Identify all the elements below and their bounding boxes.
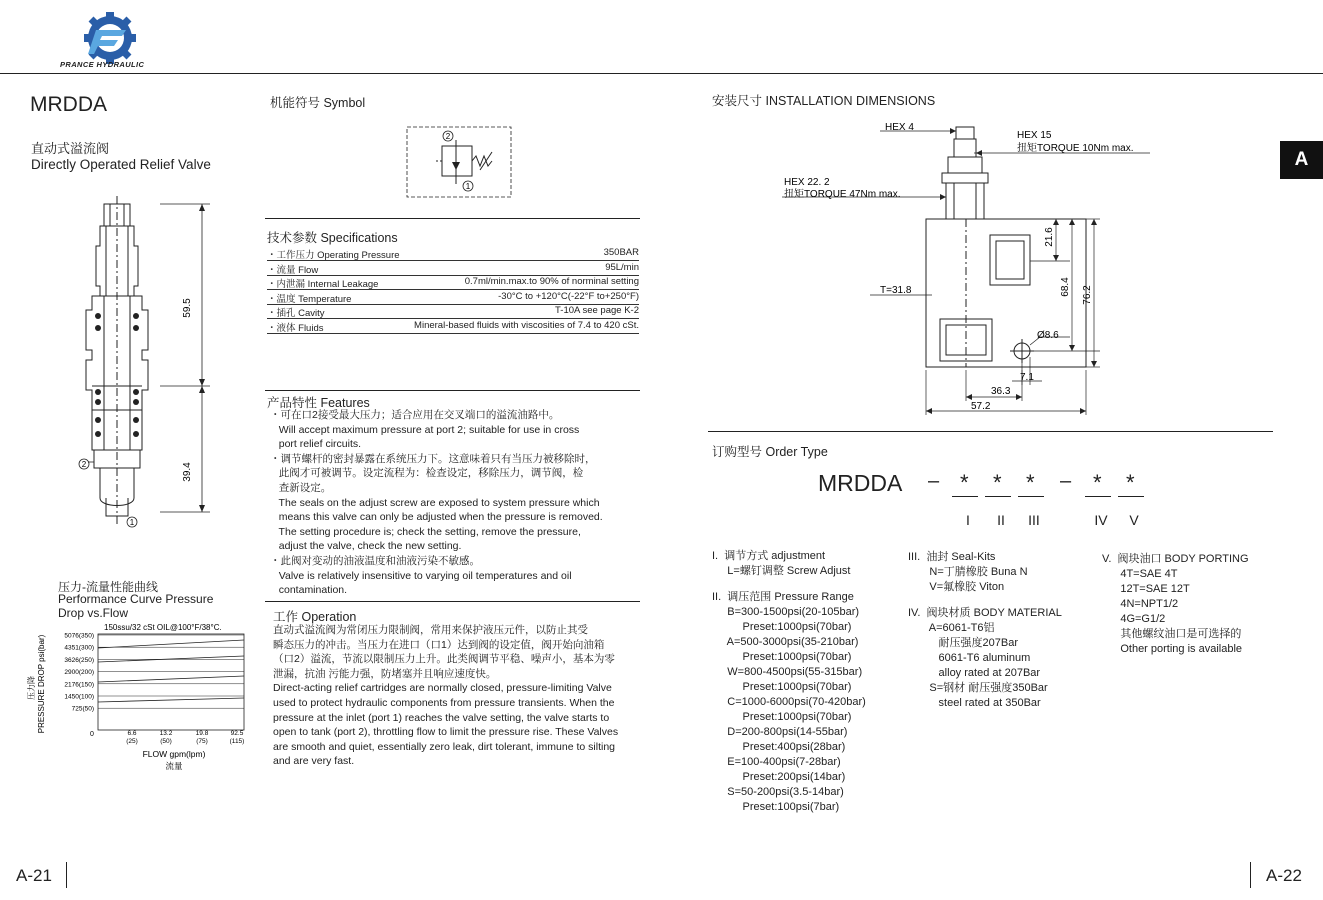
operation-rule [265,601,640,602]
order-option-line: L=螺钉调整 Screw Adjust [712,565,851,577]
hex22-label: HEX 22. 2 [784,177,830,188]
spec-value: 350BAR [603,247,639,258]
x-tick-label: (25) [126,738,138,745]
order-option-line: steel rated at 350Bar [908,697,1041,709]
features-line: ・此阀对变动的油液温度和油液污染不敏感。 [270,554,480,567]
footer-divider-right [1250,862,1251,888]
spec-row [267,290,639,305]
specs-rule [265,218,640,219]
order-slot-star: * [993,470,1002,495]
x-tick-label: (115) [229,738,245,745]
order-option-line: N=丁腈橡胶 Buna N [908,566,1028,578]
operation-line: pressure at the inlet (port 1) reaches the valve setting, the valve starts to [273,711,610,724]
order-option-line: C=1000-6000psi(70-420bar) [712,696,866,708]
spec-label: ・温度 Temperature [267,293,352,305]
operation-line: （口2）溢流，节流以限制压力上升。此类阀调节平稳、噪声小，基本为零 [273,653,615,666]
dim-76-2: 76.2 [1082,285,1093,305]
features-line: The setting procedure is; check the setting, remove the pressure, [270,525,581,538]
page-number-right: A-22 [1266,866,1302,885]
order-option-line: Preset:1000psi(70bar) [712,621,852,633]
spec-value: 95L/min [605,261,639,273]
y-tick-label: 3626(250) [64,656,94,664]
operation-line: are smooth and quiet, essentially zero leak, dirt tolerant, immune to silting [273,740,616,753]
order-col-2 [908,550,1062,711]
cartridge-port1: 1 [129,518,135,527]
torque47-label: 扭矩TORQUE 47Nm max. [784,189,901,200]
order-slot-star: * [1126,470,1135,495]
order-slot-roman: V [1129,512,1139,528]
dim-68-4: 68.4 [1060,277,1071,297]
spec-label: ・工作压力 Operating Pressure [267,250,400,261]
operation-line: and are very fast. [273,755,355,768]
order-model: MRDDA [818,470,903,496]
order-option-line: 其他螺纹油口是可选择的 [1102,628,1242,640]
footer-divider-left [66,862,67,888]
order-option-line [908,595,1062,606]
order-option-line: 4T=SAE 4T [1102,568,1178,580]
dim-8-6: Ø8.6 [1037,330,1059,341]
hydraulic-symbol [406,126,512,198]
order-slot-roman: II [997,512,1005,528]
order-option-line: S=50-200psi(3.5-14bar) [712,786,844,798]
perf-title-cn: 压力-流量性能曲线 [58,580,158,594]
hex4-label: HEX 4 [885,122,914,133]
spec-row [267,304,639,319]
y-axis-label-en: PRESSURE DROP psi(bar) [37,634,46,734]
spec-label: ・流量 Flow [267,264,319,276]
features-line: port relief circuits. [270,438,362,451]
x-tick-label: (75) [196,738,208,745]
order-heading: 订购型号 Order Type [712,445,828,459]
model-title: MRDDA [30,93,107,116]
hex15-label: HEX 15 [1017,130,1052,141]
perf-title-en1: Performance Curve Pressure [58,592,214,606]
curve-line [98,656,244,662]
x-zero-label: 0 [90,731,94,738]
order-option-line: Preset:200psi(14bar) [712,771,846,783]
order-option-line: Preset:1000psi(70bar) [712,681,852,693]
spec-value: Mineral-based fluids with viscosities of 7.4 to 420 cSt. [414,319,639,331]
order-option-line: alloy rated at 207Bar [908,667,1041,679]
operation-line: Direct-acting relief cartridges are normally closed, pressure-limiting Valve [273,682,612,695]
section-tab [1280,141,1323,179]
installation-drawing [760,115,1134,420]
dim-upper: 59.5 [182,298,193,318]
operation-body [273,623,618,769]
operation-line: 瞬态压力的冲击。当压力在进口（口1）达到阀的设定值，阀开始向油箱 [273,638,605,651]
dim-57-2: 57.2 [971,401,991,412]
order-option-line: 4G=G1/2 [1102,613,1166,625]
order-option-line: V. 阀块油口 BODY PORTING [1102,553,1249,565]
spec-row [267,261,639,276]
dim-36-3: 36.3 [991,386,1011,397]
dim-7-1: 7.1 [1020,372,1034,383]
cartridge-port2: 2 [81,460,87,469]
brand-name: PRANCE HYDRAULIC [60,60,145,69]
install-heading: 安装尺寸 INSTALLATION DIMENSIONS [712,94,936,108]
specs-heading: 技术参数 Specifications [267,231,398,245]
order-option-line: Other porting is available [1102,643,1243,655]
torque10-label: 扭矩TORQUE 10Nm max. [1017,143,1134,154]
order-option-line: 4N=NPT1/2 [1102,598,1179,610]
spec-row [267,275,639,290]
order-option-line: E=100-400psi(7-28bar) [712,756,841,768]
perf-title-en2: Drop vs.Flow [58,606,129,620]
dim-21-6: 21.6 [1044,227,1055,247]
features-body [270,408,603,598]
y-tick-label: 2176(150) [64,681,94,689]
order-option-line: IV. 阀块材质 BODY MATERIAL [908,607,1062,619]
x-tick-label: 92.5 [230,730,244,737]
features-line: Will accept maximum pressure at port 2; suitable for use in cross [270,423,580,436]
features-line: 查新设定。 [270,481,332,494]
order-option-line: Preset:400psi(28bar) [712,741,846,753]
dim-lower: 39.4 [182,462,193,482]
order-option-line: W=800-4500psi(55-315bar) [712,666,863,678]
symbol-heading: 机能符号 Symbol [270,96,366,110]
spec-value: T-10A see page K-2 [555,305,639,316]
x-tick-label: 13.2 [159,730,173,737]
order-slot-underline [1085,496,1111,497]
x-axis-label-cn: 流量 [165,761,183,771]
curve-line [98,640,244,648]
chart-note: 150ssu/32 cSt OIL@100°F/38°C. [104,623,222,632]
section-tab-label: A [1294,149,1309,170]
order-option-line: 耐压强度207Bar [908,637,1019,649]
order-option-line: V=氟橡胶 Viton [908,581,1005,593]
order-slot-underline [985,496,1011,497]
symbol-port1: 1 [465,182,471,191]
order-dash: – [928,470,940,492]
spec-row [267,319,639,334]
y-tick-label: 725(50) [71,705,94,713]
y-tick-label: 4351(300) [64,644,94,652]
operation-line: 泄漏，抗油 污能力强，防堵塞并且响应速度快。 [273,667,497,680]
order-option-line: Preset:1000psi(70bar) [712,711,852,723]
operation-line: used to protect hydraulic components from pressure transients. When the [273,696,615,709]
order-col-1 [712,549,866,815]
x-axis-label-en: FLOW gpm(lpm) [142,749,206,759]
t-label: T=31.8 [880,285,912,296]
order-rule [708,431,1273,432]
x-tick-label: 19.8 [195,730,209,737]
order-option-line: B=300-1500psi(20-105bar) [712,606,860,618]
order-slot-roman: III [1028,512,1040,528]
order-option-line: Preset:1000psi(70bar) [712,651,852,663]
order-slot-star: * [1026,470,1035,495]
performance-chart [20,618,260,774]
features-line: ・可在口2接受最大压力；适合应用在交叉端口的溢流油路中。 [270,409,560,421]
spec-label: ・液体 Fluids [267,322,324,334]
features-heading: 产品特性 Features [267,396,370,410]
spec-row [267,246,639,261]
operation-line: open to tank (port 2), throttling flow to limit the pressure rise. These Valves [273,726,619,739]
y-tick-label: 5076(350) [64,632,94,640]
spec-label: ・插孔 Cavity [267,308,325,319]
symbol-port2: 2 [445,132,451,141]
features-line: 此阀才可被调节。设定流程为：检查设定，移除压力，调节阀，检 [270,467,584,480]
order-slot-underline [952,496,978,497]
header-rule [0,73,1323,74]
spec-value: -30°C to +120°C(-22°F to+250°F) [498,290,639,302]
order-option-line: A=6061-T6铝 [908,622,995,634]
order-dash: – [1060,470,1072,492]
operation-heading: 工作 Operation [273,610,357,624]
order-slot-roman: IV [1094,512,1108,528]
order-slot-roman: I [966,512,970,528]
order-option-line: A=500-3000psi(35-210bar) [712,636,859,648]
x-tick-label: 6.6 [127,730,137,737]
y-axis-label-cn: 压力降 [27,676,36,700]
page-number-left: A-21 [16,866,52,885]
features-line: The seals on the adjust screw are exposed to system pressure which [270,496,600,509]
order-slot-star: * [960,470,969,495]
order-option-line: III. 油封 Seal-Kits [908,551,996,563]
spec-value: 0.7ml/min.max.to 90% of norminal setting [464,276,639,287]
order-slot-underline [1118,496,1144,497]
cartridge-drawing [70,196,220,534]
order-option-line: II. 调压范围 Pressure Range [712,591,854,603]
order-slot-star: * [1093,470,1102,495]
order-slot-underline [1018,496,1044,497]
y-tick-label: 1450(100) [64,693,94,701]
order-option-line: Preset:100psi(7bar) [712,801,840,813]
curve-line [98,676,244,682]
features-line: Valve is relatively insensitive to varying oil temperatures and oil [270,569,572,582]
product-name-cn: 直动式溢流阀 [31,141,110,156]
order-option-line: D=200-800psi(14-55bar) [712,726,848,738]
order-option-line: I. 调节方式 adjustment [712,550,826,562]
y-tick-label: 2900(200) [64,669,94,677]
x-tick-label: (50) [160,738,172,745]
features-line: ・调节螺杆的密封暴露在系统压力下。这意味着只有当压力被移除时， [270,452,596,465]
curve-line [98,698,244,702]
product-name-en: Directly Operated Relief Valve [31,157,211,172]
order-option-line: 6061-T6 aluminum [908,652,1031,664]
order-option-line: S=钢材 耐压强度350Bar [908,682,1048,694]
order-option-line [712,579,866,590]
features-line: adjust the valve, check the new setting. [270,540,462,553]
operation-line: 直动式溢流阀为常闭压力限制阀，常用来保护液压元件，以防止其受 [273,624,588,636]
order-option-line: 12T=SAE 12T [1102,583,1190,595]
features-line: contamination. [270,584,348,597]
features-line: means this valve can only be adjusted when the pressure is removed. [270,511,603,524]
order-col-3 [1102,552,1249,657]
features-rule [265,390,640,391]
spec-label: ・内泄漏 Internal Leakage [267,279,379,290]
